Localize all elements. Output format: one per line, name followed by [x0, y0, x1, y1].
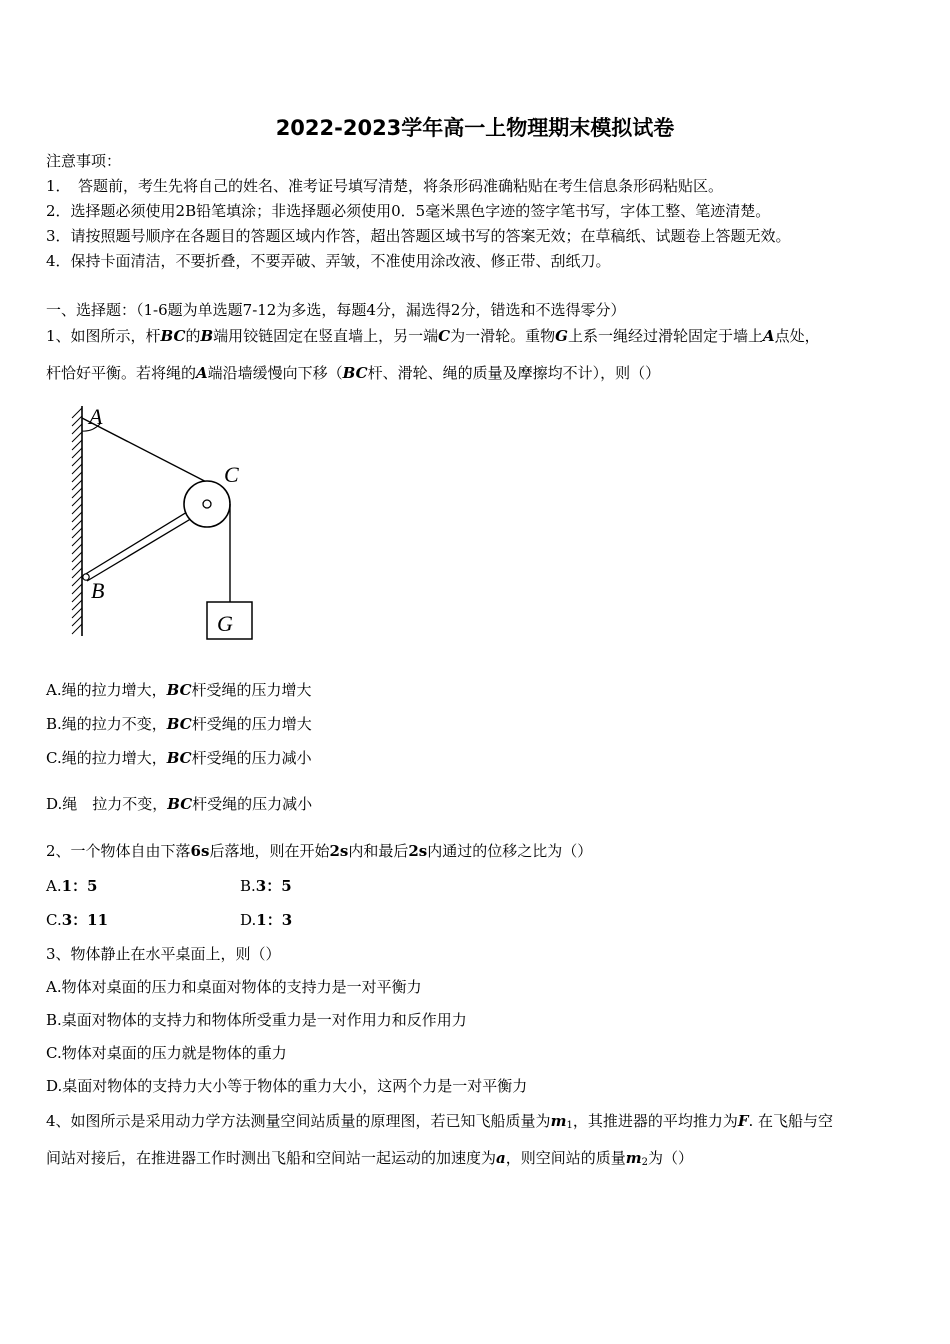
question-1-stem-line-1: 1、如图所示，杆BC的B端用铰链固定在竖直墙上，另一端C为一滑轮。重物G上系一绳经过滑轮固定于墙上A点处，	[46, 327, 820, 345]
q3-option-b: B.桌面对物体的支持力和物体所受重力是一对作用力和反作用力	[46, 1011, 467, 1029]
pulley-diagram	[62, 398, 262, 648]
q2-option-a: A.1：5	[46, 877, 98, 895]
rope-a-to-c	[82, 418, 222, 490]
q1-option-d: D.绳 拉力不变，BC杆受绳的压力减小	[46, 795, 313, 813]
notice-heading: 注意事项：	[46, 152, 122, 170]
notice-item: 2．选择题必须使用2B铅笔填涂；非选择题必须使用0．5毫米黑色字迹的签字笔书写，字体工整、笔迹清楚。	[46, 202, 771, 220]
q3-option-c: C.物体对桌面的压力就是物体的重力	[46, 1044, 287, 1062]
notice-item: 3．请按照题号顺序在各题目的答题区域内作答，超出答题区域书写的答案无效；在草稿纸、试题卷上答题无效。	[46, 227, 791, 245]
notice-item: 4．保持卡面清洁，不要折叠，不要弄破、弄皱，不准使用涂改液、修正带、刮纸刀。	[46, 252, 611, 270]
wall-hatching	[72, 406, 82, 636]
label-g: G	[217, 611, 233, 636]
question-3-stem: 3、物体静止在水平桌面上，则（）	[46, 945, 281, 963]
section-heading: 一、选择题：（1-6题为单选题7-12为多选，每题4分，漏选得2分，错选和不选得零分）	[46, 301, 626, 319]
notice-item: 1． 答题前，考生先将自己的姓名、准考证号填写清楚，将条形码准确粘贴在考生信息条形码粘贴区。	[46, 177, 724, 195]
hinge-b	[83, 574, 89, 580]
label-b: B	[91, 578, 105, 603]
page-title: 2022-2023学年高一上物理期末模拟试卷	[275, 116, 675, 140]
q2-option-b: B.3：5	[240, 877, 292, 895]
q1-option-a: A.绳的拉力增大，BC杆受绳的压力增大	[46, 681, 312, 699]
question-1-stem-line-2: 杆恰好平衡。若将绳的A端沿墙缓慢向下移（BC杆、滑轮、绳的质量及摩擦均不计），则（）	[46, 364, 661, 382]
pulley-axle	[203, 500, 211, 508]
q2-option-c: C.3：11	[46, 911, 109, 929]
question-4-stem-line-2: 间站对接后，在推进器工作时测出飞船和空间站一起运动的加速度为a，则空间站的质量$m_2$为（）	[46, 1149, 694, 1168]
q2-option-d: D.1：3	[240, 911, 293, 929]
q1-option-b: B.绳的拉力不变，BC杆受绳的压力增大	[46, 715, 312, 733]
label-a: A	[89, 404, 103, 429]
label-c: C	[224, 462, 239, 487]
q3-option-d: D.桌面对物体的支持力大小等于物体的重力大小，这两个力是一对平衡力	[46, 1077, 528, 1095]
question-4-stem-line-1: 4、如图所示是采用动力学方法测量空间站质量的原理图，若已知飞船质量为$m_1$，其推进器的平均推力为F. 在飞船与空	[46, 1112, 834, 1131]
q1-option-c: C.绳的拉力增大，BC杆受绳的压力减小	[46, 749, 312, 767]
question-2-stem: 2、一个物体自由下落6s后落地，则在开始2s内和最后2s内通过的位移之比为（）	[46, 842, 593, 860]
q3-option-a: A.物体对桌面的压力和桌面对物体的支持力是一对平衡力	[46, 978, 422, 996]
